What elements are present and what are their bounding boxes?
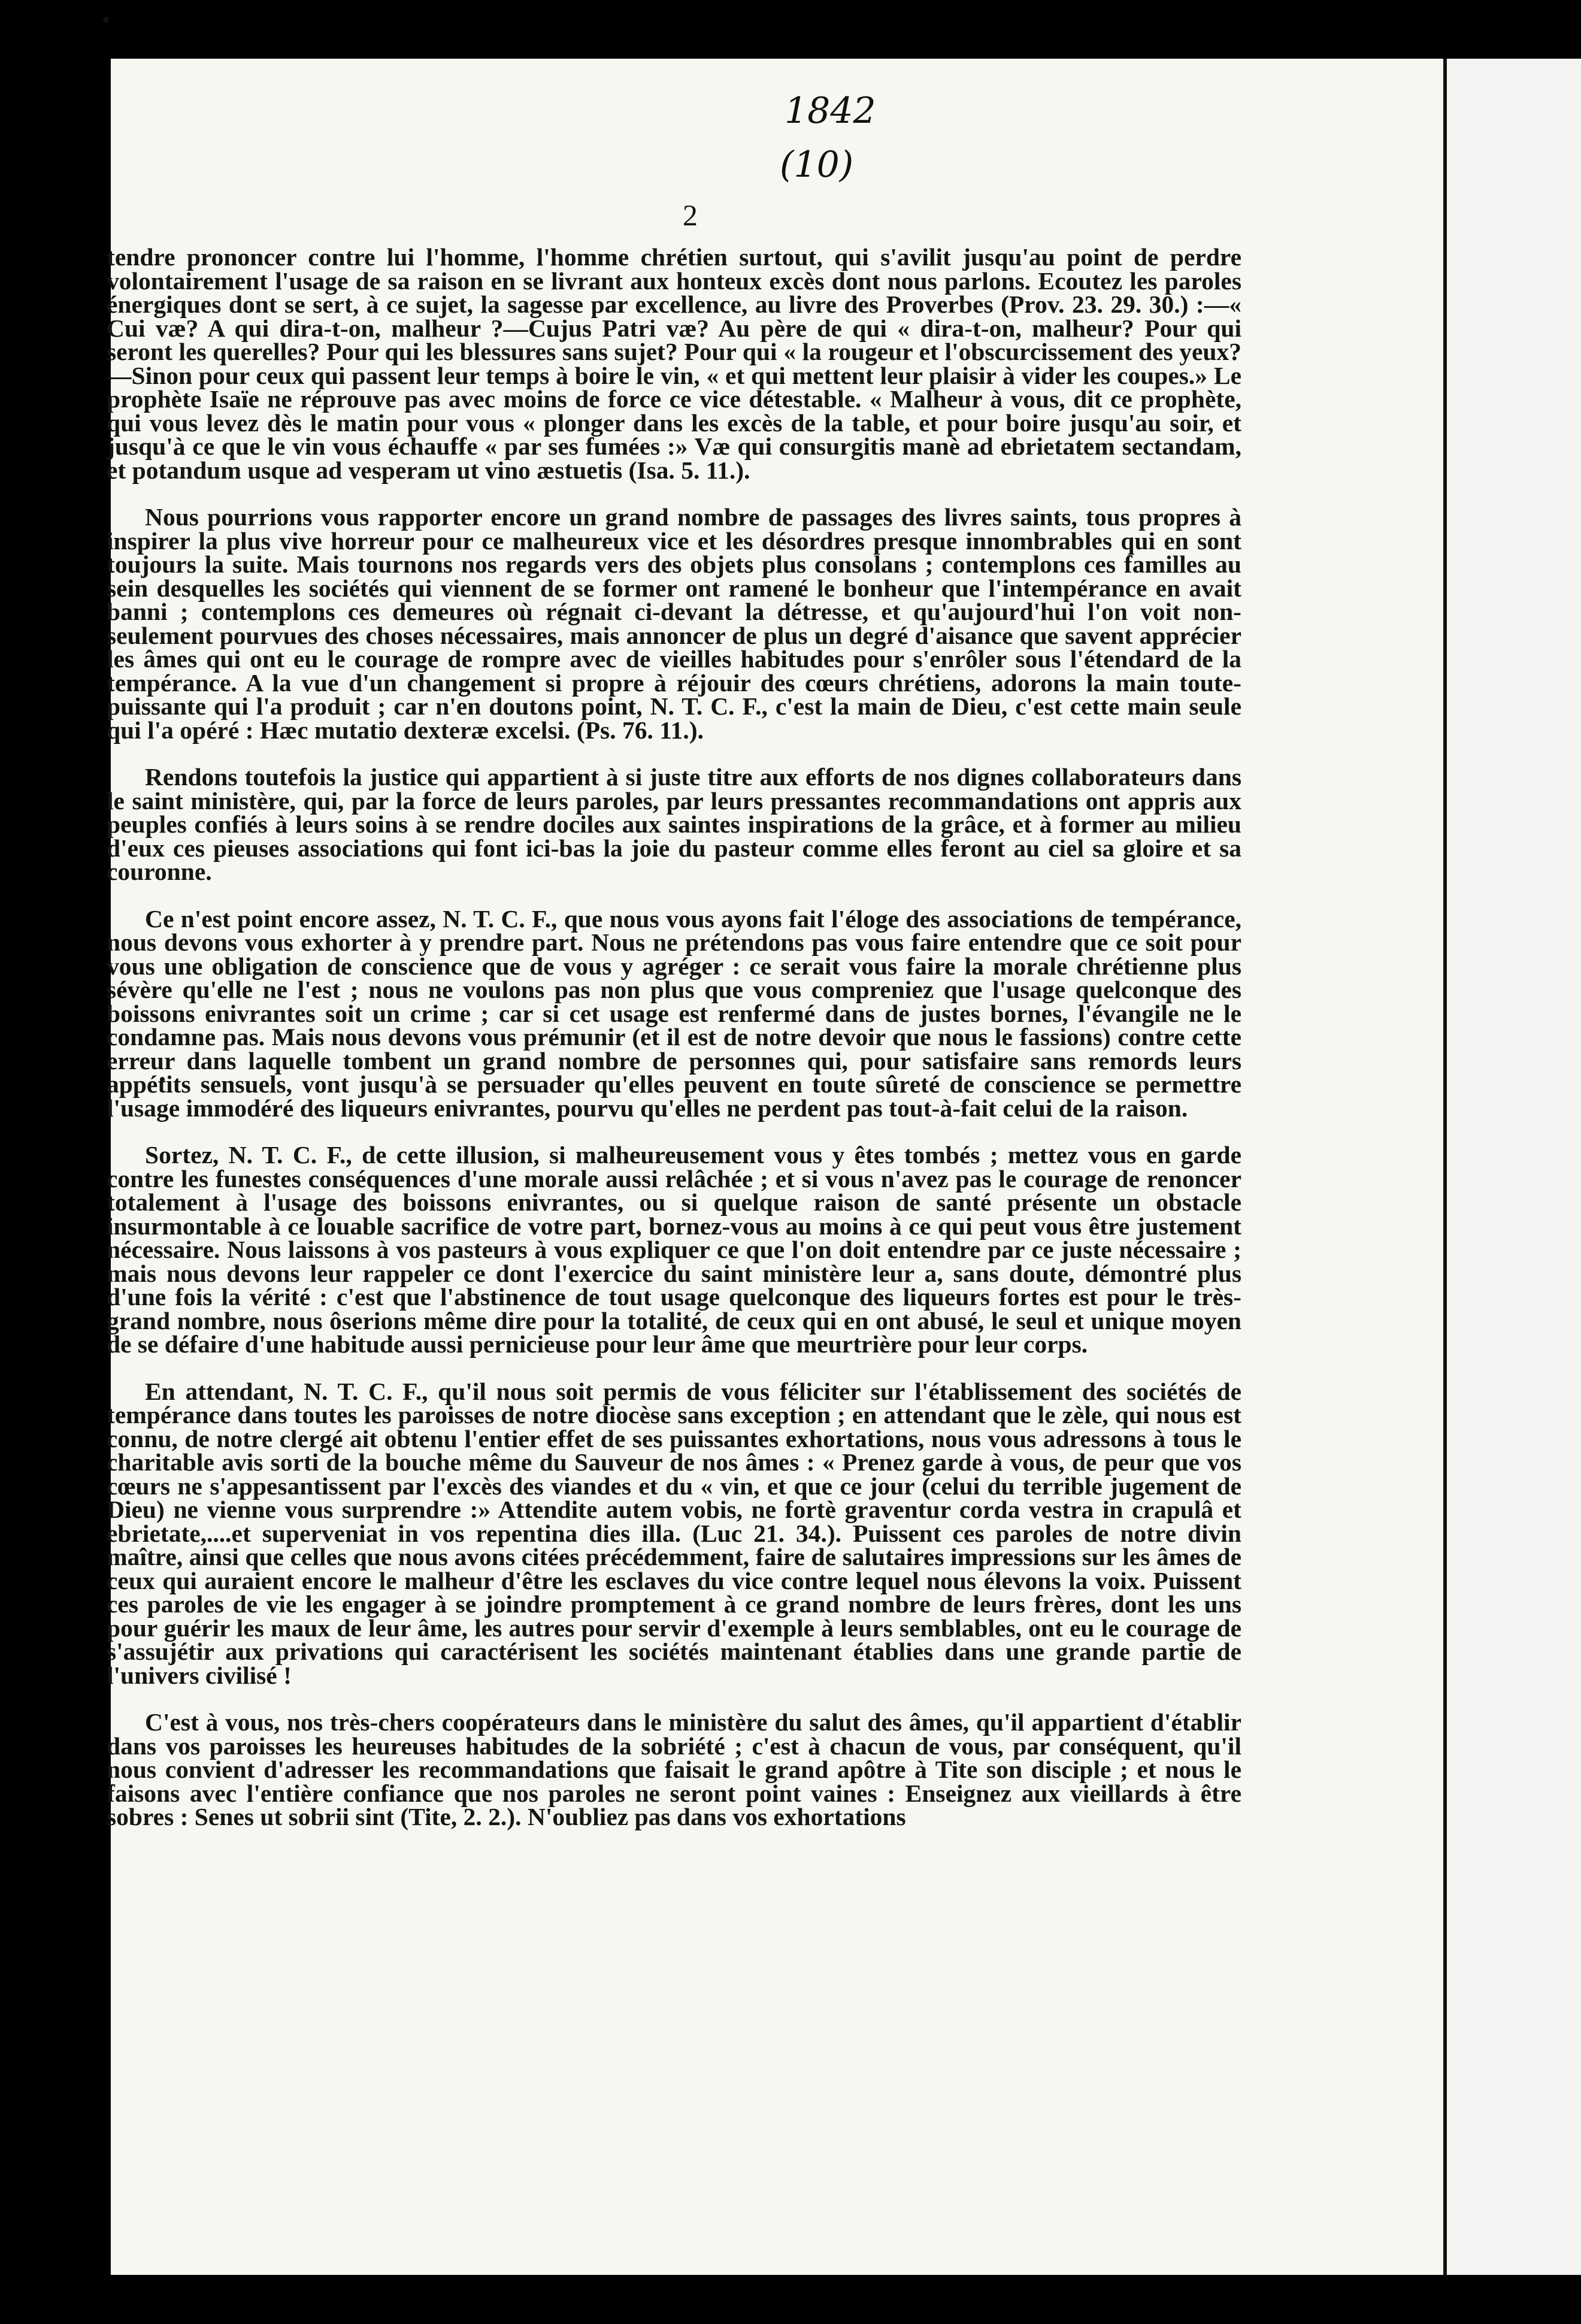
adjacent-page-edge [1443, 59, 1581, 2275]
body-text [107, 243, 1241, 1830]
page-border-line [1443, 59, 1447, 2275]
scan-speck [103, 17, 109, 23]
handwritten-number: (10) [780, 144, 854, 186]
paragraph: tendre prononcer contre lui l'homme, l'homme chrétien surtout, qui s'avilit jusqu'au point de perdre volontairement l'usage de sa raison en se livrant aux honteux excès dont nous parlons. Ecoutez les paroles énergiques dont se sert, à ce sujet, la sagesse par excellence, au livre des Proverbes (Prov. 23. 29. 30.) :—« Cui væ? A qui dira-t-on, malheur ?—Cujus Patri væ? Au père de qui « dira-t-on, malheur? Pour qui seront les querelles? Pour qui les blessures sans sujet? Pour qui « la rougeur et l'obscurcissement des yeux?—Sinon pour ceux qui passent leur temps à boire le vin, « et qui mettent leur plaisir à vider les coupes.» Le prophète Isaïe ne réprouve pas avec moins de force ce vice détestable. « Malheur à vous, dit ce prophète, qui vous levez dès le matin pour vous « plonger dans les excès de la table, et pour boire jusqu'au soir, et jusqu'à ce que le vin vous échauffe « par ses fumées :» Væ qui consurgitis manè ad ebrietatem sectandam, et potandum usque ad vesperam ut vino æstuetis (Isa. 5. 11.). [107, 243, 1241, 484]
paragraph: Nous pourrions vous rapporter encore un grand nombre de passages des livres saints, tous propres à inspirer la plus vive horreur pour ce malheureux vice et les désordres presque innombrables qui en sont toujours la suite. Mais tournons nos regards vers des objets plus consolans ; contemplons ces familles au sein desquelles les sociétés qui viennent de se former ont ramené le bonheur que l'intempérance en avait banni ; contemplons ces demeures où régnait ci-devant la détresse, et qu'aujourd'hui l'on voit non-seulement pourvues des choses nécessaires, mais annoncer de plus un degré d'aisance que savent apprécier les âmes qui ont eu le courage de rompre avec de vieilles habitudes pour s'enrôler sous l'étendard de la tempérance. A la vue d'un changement si propre à réjouir des cœurs chrétiens, adorons la main toute-puissante qui l'a produit ; car n'en doutons point, N. T. C. F., c'est la main de Dieu, c'est cette main seule qui l'a opéré : Hæc mutatio dexteræ excelsi. (Ps. 76. 11.). [107, 503, 1241, 744]
handwritten-year: 1842 [785, 90, 876, 132]
page-number: 2 [683, 198, 698, 232]
paragraph: Sortez, N. T. C. F., de cette illusion, si malheureusement vous y êtes tombés ; mettez vous en garde contre les funestes conséquences d'une morale aussi relâchée ; et si vous n'avez pas le courage de renoncer totalement à l'usage des boissons enivrantes, ou si quelque raison de santé présente un obstacle insurmontable à ce louable sacrifice de votre part, bornez-vous au moins à ce qui peut vous être justement nécessaire. Nous laissons à vos pasteurs à vous expliquer ce que l'on doit entendre par ce juste nécessaire ; mais nous devons leur rappeler ce dont l'exercice du saint ministère leur a, sans doute, démontré plus d'une fois la vérité : c'est que l'abstinence de tout usage quelconque des liqueurs fortes est pour le très-grand nombre, nous ôserions même dire pour la totalité, de ceux qui en ont abusé, le seul et unique moyen de se défaire d'une habitude aussi pernicieuse pour leur âme que meurtrière pour leur corps. [107, 1141, 1241, 1358]
paragraph: En attendant, N. T. C. F., qu'il nous soit permis de vous féliciter sur l'établissement des sociétés de tempérance dans toutes les paroisses de notre diocèse sans exception ; en attendant que le zèle, qui nous est connu, de notre clergé ait obtenu l'entier effet de ses puissantes exhortations, nous vous adressons à tous le charitable avis sorti de la bouche même du Sauveur de nos âmes : « Prenez garde à vous, de peur que vos cœurs ne s'appesantissent par l'excès des viandes et du « vin, et que ce jour (celui du terrible jugement de Dieu) ne vienne vous surprendre :» Attendite autem vobis, ne fortè graventur corda vestra in crapulâ et ebrietate,....et superveniat in vos repentina dies illa. (Luc 21. 34.). Puissent ces paroles de notre divin maître, ainsi que celles que nous avons citées précédemment, faire de salutaires impressions sur les âmes de ceux qui auraient encore le malheur d'être les esclaves du vice contre lequel nous élevons la voix. Puissent ces paroles de vie les engager à se joindre promptement à ce grand nombre de leurs frères, dont les uns pour guérir les maux de leur âme, les autres pour servir d'exemple à leurs semblables, ont eu le courage de s'assujétir aux privations qui caractérisent les sociétés maintenant établies dans une grande partie de l'univers civilisé ! [107, 1377, 1241, 1689]
paragraph: Ce n'est point encore assez, N. T. C. F., que nous vous ayons fait l'éloge des associations de tempérance, nous devons vous exhorter à y prendre part. Nous ne prétendons pas vous faire entendre que ce soit pour vous une obligation de conscience que de vous y agréger : ce serait vous faire la morale chrétienne plus sévère qu'elle ne l'est ; nous ne voulons pas non plus que vous compreniez que l'usage quelconque des boissons enivrantes soit un crime ; car si cet usage est renfermé dans de justes bornes, l'évangile ne le condamne pas. Mais nous devons vous prémunir (et il est de notre devoir que nous le fassions) contre cette erreur dans laquelle tombent un grand nombre de personnes qui, pour satisfaire sans remords leurs appétits sensuels, vont jusqu'à se persuader qu'elles peuvent en toute sûreté de conscience se permettre l'usage immodéré des liqueurs enivrantes, pourvu qu'elles ne perdent pas tout-à-fait celui de la raison. [107, 904, 1241, 1122]
paragraph: C'est à vous, nos très-chers coopérateurs dans le ministère du salut des âmes, qu'il appartient d'établir dans vos paroisses les heureuses habitudes de la sobriété ; c'est à chacun de vous, par conséquent, qu'il nous convient d'adresser les recommandations que faisait le grand apôtre à Tite son disciple ; et nous le faisons avec l'entière confiance que nos paroles ne seront point vaines : Enseignez aux vieillards à être sobres : Senes ut sobrii sint (Tite, 2. 2.). N'oubliez pas dans vos exhortations [107, 1708, 1241, 1830]
paragraph: Rendons toutefois la justice qui appartient à si juste titre aux efforts de nos dignes collaborateurs dans le saint ministère, qui, par la force de leurs paroles, par leurs pressantes recommandations ont appris aux peuples confiés à leurs soins à se rendre dociles aux saintes inspirations de la grâce, et à former au milieu d'eux ces pieuses associations qui font ici-bas la joie du pasteur comme elles feront au ciel sa gloire et sa couronne. [107, 763, 1241, 885]
